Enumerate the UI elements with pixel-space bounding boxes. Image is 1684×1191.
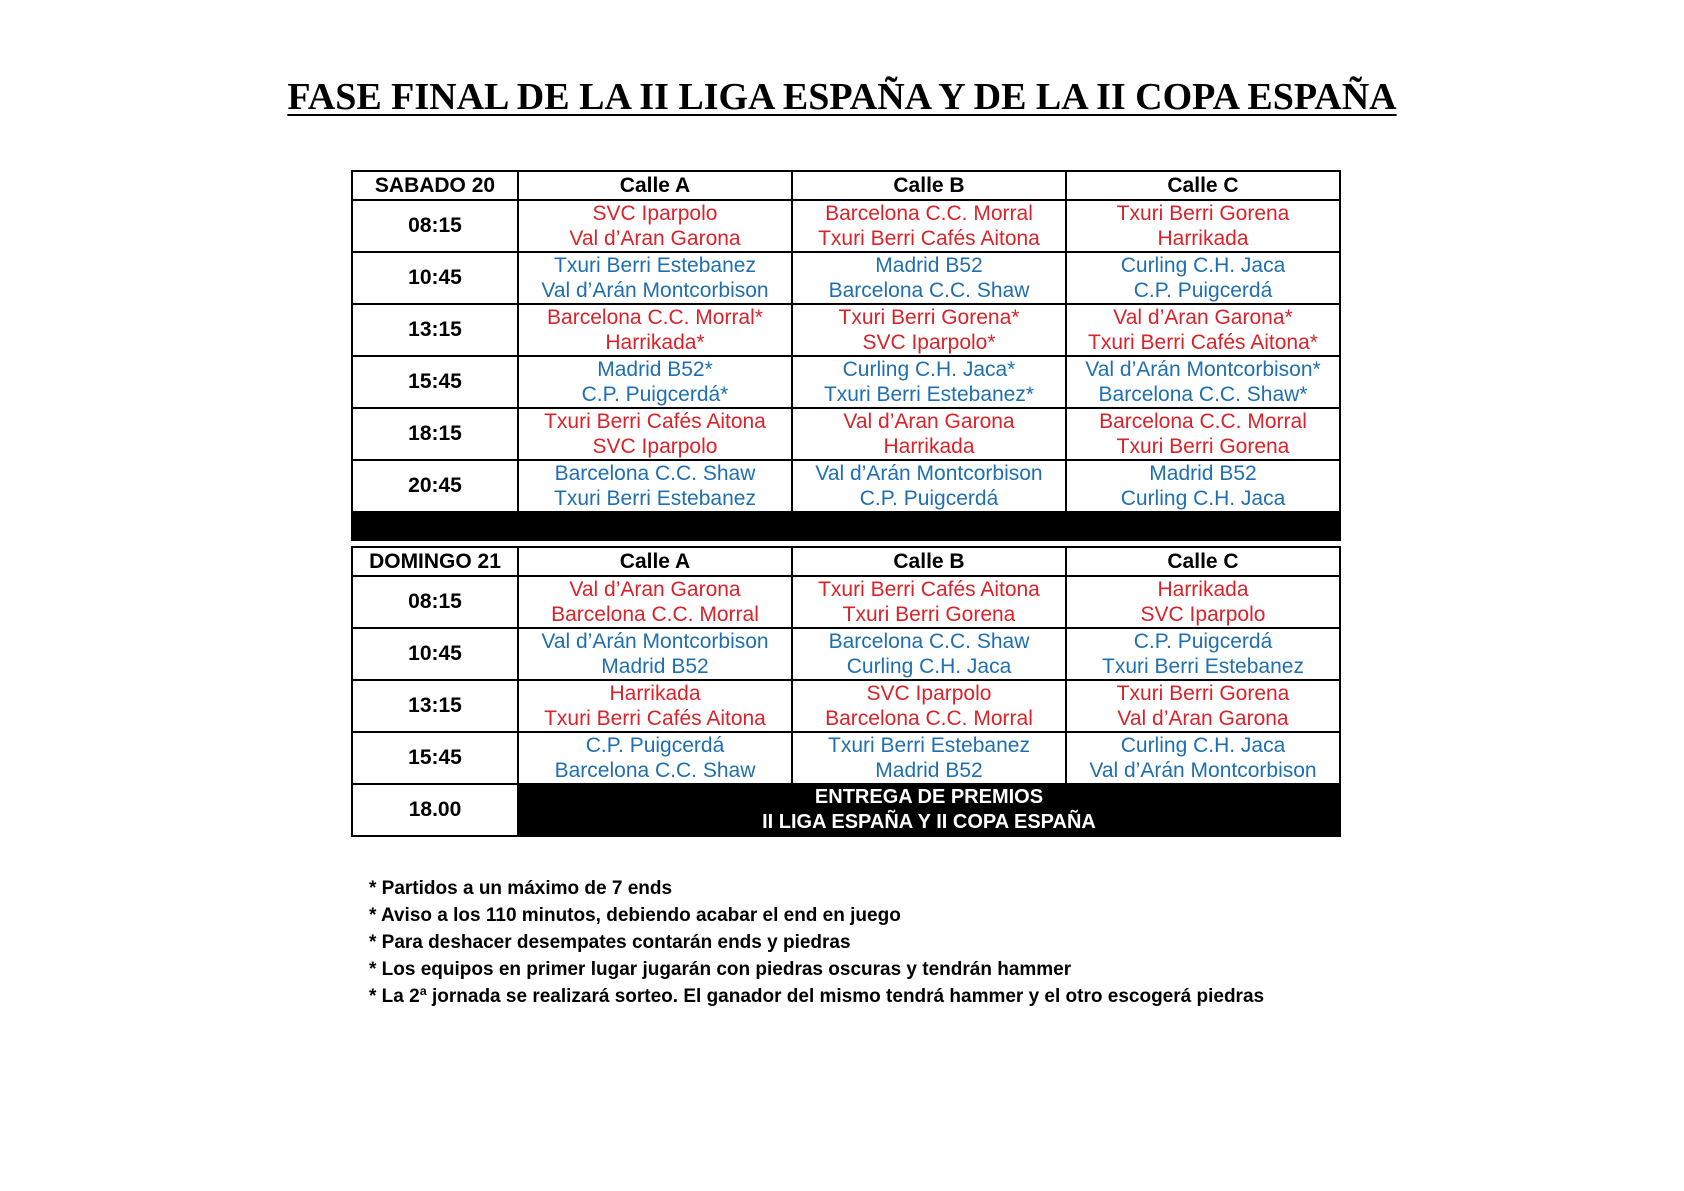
team-name: Barcelona C.C. Morral: [1099, 410, 1307, 433]
match-cell: [1066, 628, 1340, 680]
team-name: C.P. Puigcerdá: [1133, 630, 1273, 653]
team-name: SVC Iparpolo: [1140, 603, 1266, 626]
match-row: [352, 408, 1340, 460]
team-name: Val d’Aran Garona*: [1113, 306, 1293, 329]
team-name: C.P. Puigcerdá: [1133, 279, 1273, 302]
separator-band: [352, 512, 1340, 540]
team-name: Barcelona C.C. Shaw: [554, 462, 756, 485]
team-name: Txuri Berri Cafés Aitona: [544, 707, 766, 730]
match-row: [352, 356, 1340, 408]
team-name: Txuri Berri Cafés Aitona: [818, 578, 1040, 601]
column-header: Calle A: [518, 171, 792, 200]
match-cell: [1066, 200, 1340, 252]
match-row: [352, 304, 1340, 356]
match-cell: [792, 252, 1066, 304]
team-name: Val d’Aran Garona: [569, 227, 741, 250]
team-name: Barcelona C.C. Morral: [551, 603, 759, 626]
team-name: SVC Iparpolo: [866, 682, 992, 705]
column-header: Calle A: [518, 547, 792, 576]
team-name: Harrikada: [1157, 227, 1249, 250]
match-cell: [518, 732, 792, 784]
team-name: Txuri Berri Gorena: [1116, 682, 1290, 705]
column-header: Calle C: [1066, 547, 1340, 576]
column-header: Calle B: [792, 547, 1066, 576]
team-name: Val d’Arán Montcorbison: [541, 630, 769, 653]
match-row: [352, 576, 1340, 628]
match-cell: [792, 460, 1066, 512]
team-name: Txuri Berri Cafés Aitona: [544, 410, 766, 433]
note-item: * Para deshacer desempates contarán ends y piedras: [369, 932, 851, 953]
team-name: Val d’Aran Garona: [843, 410, 1015, 433]
note-item: * Aviso a los 110 minutos, debiendo acabar el end en juego: [369, 905, 901, 926]
award-text: II LIGA ESPAÑA Y II COPA ESPAÑA: [762, 811, 1096, 833]
team-name: Harrikada*: [605, 331, 705, 354]
header-row: [352, 171, 1340, 200]
team-name: Txuri Berri Gorena: [842, 603, 1016, 626]
match-cell: [1066, 732, 1340, 784]
match-cell: [1066, 356, 1340, 408]
match-cell: [792, 304, 1066, 356]
team-name: SVC Iparpolo*: [862, 331, 996, 354]
match-cell: [1066, 576, 1340, 628]
team-name: Val d’Aran Garona: [569, 578, 741, 601]
team-name: C.P. Puigcerdá: [585, 734, 725, 757]
award-text: ENTREGA DE PREMIOS: [814, 786, 1044, 808]
team-name: C.P. Puigcerdá: [859, 487, 999, 510]
time-cell: 13:15: [352, 680, 518, 732]
match-cell: [792, 680, 1066, 732]
match-row: [352, 628, 1340, 680]
team-name: Barcelona C.C. Shaw: [828, 630, 1030, 653]
time-cell: 08:15: [352, 200, 518, 252]
time-cell: 08:15: [352, 576, 518, 628]
team-name: Txuri Berri Estebanez: [554, 254, 756, 277]
team-name: Val d’Arán Montcorbison: [541, 279, 769, 302]
match-cell: [518, 252, 792, 304]
team-name: Madrid B52: [875, 759, 983, 782]
team-name: Txuri Berri Gorena*: [838, 306, 1020, 329]
team-name: Curling C.H. Jaca*: [842, 358, 1016, 381]
match-cell: [518, 408, 792, 460]
team-name: Barcelona C.C. Shaw*: [1098, 383, 1308, 406]
team-name: Txuri Berri Estebanez: [1102, 655, 1304, 678]
note-item: * Partidos a un máximo de 7 ends: [369, 878, 673, 899]
team-name: Val d’Aran Garona: [1117, 707, 1289, 730]
match-cell: [518, 460, 792, 512]
match-cell: [1066, 304, 1340, 356]
match-cell: [518, 304, 792, 356]
notes-list: [369, 875, 1264, 1010]
match-cell: [792, 356, 1066, 408]
team-name: Harrikada: [883, 435, 975, 458]
time-cell: 10:45: [352, 252, 518, 304]
team-name: SVC Iparpolo: [592, 435, 718, 458]
match-row: [352, 732, 1340, 784]
award-row: [352, 784, 1340, 836]
team-name: Barcelona C.C. Shaw: [828, 279, 1030, 302]
column-header: Calle B: [792, 171, 1066, 200]
match-cell: [792, 628, 1066, 680]
team-name: Madrid B52: [875, 254, 983, 277]
team-name: Barcelona C.C. Shaw: [554, 759, 756, 782]
match-cell: [792, 732, 1066, 784]
time-cell: 13:15: [352, 304, 518, 356]
match-cell: [518, 356, 792, 408]
time-cell: 10:45: [352, 628, 518, 680]
team-name: Harrikada: [609, 682, 701, 705]
team-name: Madrid B52: [601, 655, 709, 678]
team-name: Curling C.H. Jaca: [1120, 487, 1286, 510]
match-cell: [1066, 680, 1340, 732]
column-header: Calle C: [1066, 171, 1340, 200]
team-name: Txuri Berri Estebanez: [828, 734, 1030, 757]
match-row: [352, 680, 1340, 732]
note-item: * La 2ª jornada se realizará sorteo. El ganador del mismo tendrá hammer y el otro escogerá piedras: [369, 986, 1265, 1007]
match-cell: [518, 200, 792, 252]
team-name: Barcelona C.C. Morral*: [547, 306, 763, 329]
time-cell: 18:15: [352, 408, 518, 460]
team-name: Txuri Berri Estebanez: [554, 487, 756, 510]
match-cell: [518, 628, 792, 680]
match-cell: [1066, 460, 1340, 512]
day-separator: [352, 512, 1340, 540]
match-row: [352, 200, 1340, 252]
page-title: FASE FINAL DE LA II LIGA ESPAÑA Y DE LA II COPA ESPAÑA: [287, 76, 1397, 118]
team-name: Curling C.H. Jaca: [846, 655, 1012, 678]
team-name: Txuri Berri Cafés Aitona: [818, 227, 1040, 250]
team-name: Curling C.H. Jaca: [1120, 254, 1286, 277]
team-name: Val d’Arán Montcorbison: [815, 462, 1043, 485]
match-cell: [518, 576, 792, 628]
team-name: Val d’Arán Montcorbison: [1089, 759, 1317, 782]
header-row: [352, 547, 1340, 576]
award-banner: [518, 784, 1340, 836]
match-row: [352, 460, 1340, 512]
team-name: Barcelona C.C. Morral: [825, 707, 1033, 730]
team-name: Harrikada: [1157, 578, 1249, 601]
time-cell: 15:45: [352, 356, 518, 408]
team-name: Txuri Berri Gorena: [1116, 202, 1290, 225]
match-cell: [792, 576, 1066, 628]
team-name: Madrid B52*: [597, 358, 713, 381]
time-cell: 15:45: [352, 732, 518, 784]
team-name: Madrid B52: [1149, 462, 1257, 485]
schedule-sunday: [351, 546, 1341, 837]
match-cell: [1066, 408, 1340, 460]
schedule-saturday: [351, 170, 1341, 541]
match-cell: [1066, 252, 1340, 304]
day-header: SABADO 20: [352, 171, 518, 200]
match-row: [352, 252, 1340, 304]
note-item: * Los equipos en primer lugar jugarán con piedras oscuras y tendrán hammer: [369, 959, 1072, 980]
team-name: Curling C.H. Jaca: [1120, 734, 1286, 757]
team-name: Txuri Berri Gorena: [1116, 435, 1290, 458]
team-name: Barcelona C.C. Morral: [825, 202, 1033, 225]
team-name: Txuri Berri Estebanez*: [823, 383, 1035, 406]
team-name: Txuri Berri Cafés Aitona*: [1088, 331, 1318, 354]
day-header: DOMINGO 21: [352, 547, 518, 576]
time-cell: 20:45: [352, 460, 518, 512]
match-cell: [792, 200, 1066, 252]
team-name: Val d’Arán Montcorbison*: [1085, 358, 1321, 381]
match-cell: [518, 680, 792, 732]
match-cell: [792, 408, 1066, 460]
time-cell: 18.00: [352, 784, 518, 836]
team-name: SVC Iparpolo: [592, 202, 718, 225]
team-name: C.P. Puigcerdá*: [581, 383, 729, 406]
